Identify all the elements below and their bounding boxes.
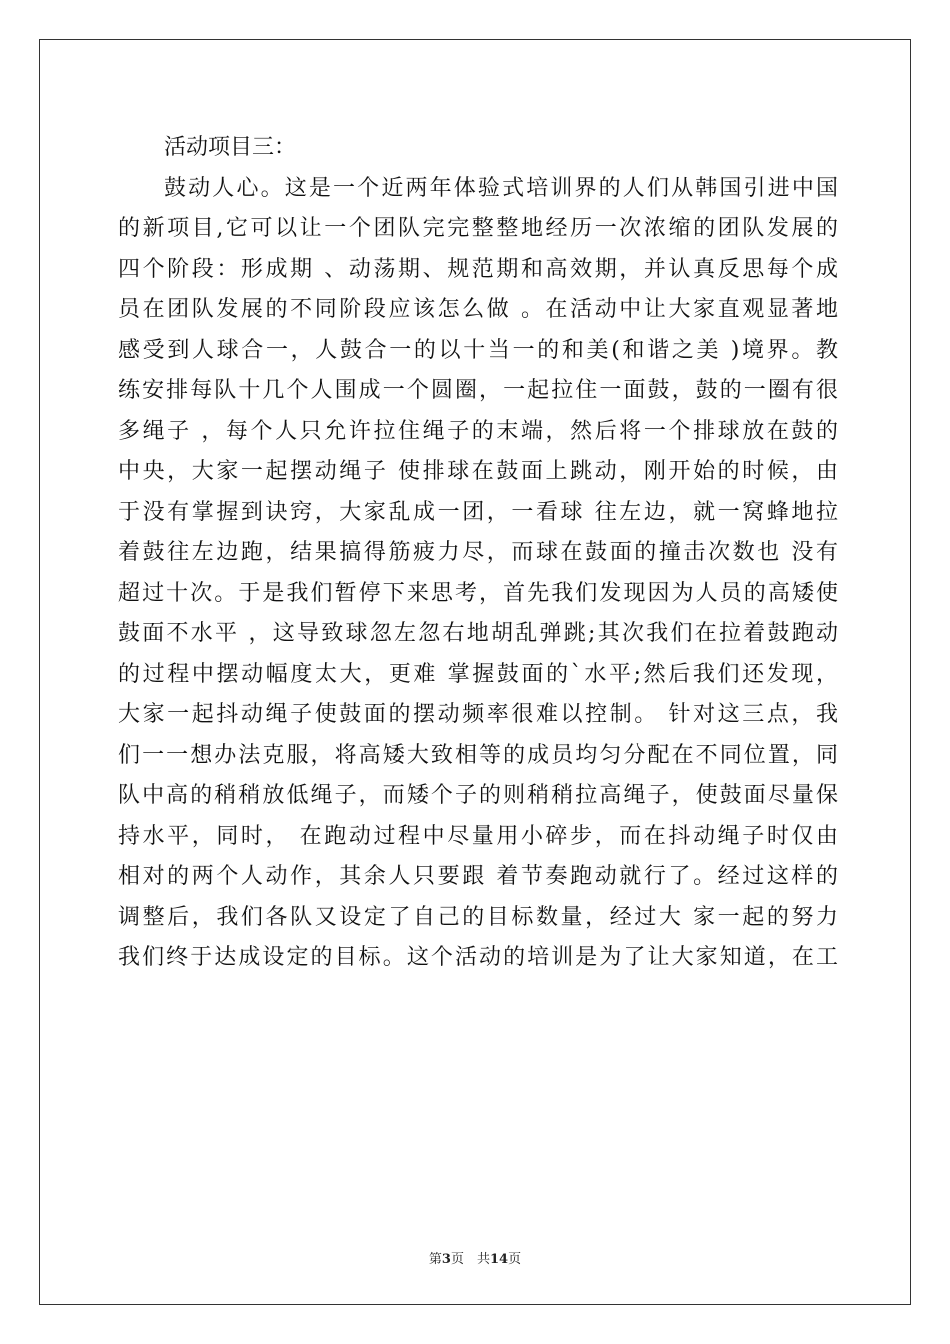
paragraph-line: 员在团队发展的不同阶段应该怎么做 。在活动中让大家直观显著地 — [118, 297, 838, 322]
paragraph-line: 多绳子 ，每个人只允许拉住绳子的末端，然后将一个排球放在鼓的 — [118, 418, 838, 444]
paragraph-line: 我们终于达成设定的目标。这个活动的培训是为了让大家知道，在工 — [118, 945, 838, 970]
page-footer — [0, 1248, 950, 1267]
paragraph-line: 相对的两个人动作，其余人只要跟 着节奏跑动就行了。经过这样的 — [118, 864, 838, 889]
page-current-number: 3 — [441, 1252, 451, 1267]
paragraph-line: 鼓面不水平 ，这导致球忽左忽右地胡乱弹跳;其次我们在拉着鼓跑动 — [118, 621, 838, 646]
paragraph-line: 四个阶段：形成期 、动荡期、规范期和高效期，并认真反思每个成 — [118, 256, 838, 282]
paragraph-line: 感受到人球合一，人鼓合一的以十当一的和美(和谐之美 )境界。教 — [118, 337, 838, 363]
paragraph-line: 大家一起抖动绳子使鼓面的摆动频率很难以控制。 针对这三点，我 — [118, 702, 838, 727]
paragraph-line: 队中高的稍稍放低绳子，而矮个子的则稍稍拉高绳子，使鼓面尽量保 — [118, 783, 838, 808]
paragraph-line: 于没有掌握到诀窍，大家乱成一团，一看球 往左边，就一窝蜂地拉 — [118, 499, 838, 525]
paragraph-line: 着鼓往左边跑，结果搞得筋疲力尽，而球在鼓面的撞击次数也 没有 — [118, 540, 838, 565]
paragraph-line: 的新项目,它可以让一个团队完完整整地经历一次浓缩的团队发展的 — [118, 216, 838, 241]
page-mid: 页 共 — [450, 1252, 490, 1267]
document-body — [118, 128, 838, 979]
paragraph-line: 超过十次。于是我们暂停下来思考，首先我们发现因为人员的高矮使 — [118, 580, 838, 606]
page-suffix: 页 — [508, 1252, 522, 1267]
page-total-number: 14 — [489, 1252, 509, 1267]
paragraph-line: 练安排每队十几个人围成一个圆圈，一起拉住一面鼓，鼓的一圈有很 — [118, 378, 838, 403]
section-heading: 活动项目三： — [164, 135, 297, 160]
page-prefix: 第 — [428, 1252, 442, 1267]
paragraph-line: 鼓动人心。这是一个近两年体验式培训界的人们从韩国引进中国 — [164, 175, 838, 201]
paragraph-line: 持水平，同时， 在跑动过程中尽量用小碎步，而在抖动绳子时仅由 — [118, 823, 838, 849]
paragraph-line: 们一一想办法克服，将高矮大致相等的成员均匀分配在不同位置，同 — [118, 742, 838, 768]
paragraph-line: 调整后，我们各队又设定了自己的目标数量，经过大 家一起的努力 — [118, 904, 838, 930]
paragraph-line: 的过程中摆动幅度太大，更难 掌握鼓面的`水平;然后我们还发现， — [118, 661, 838, 687]
paragraph-line: 中央，大家一起摆动绳子 使排球在鼓面上跳动，刚开始的时候，由 — [118, 459, 838, 484]
